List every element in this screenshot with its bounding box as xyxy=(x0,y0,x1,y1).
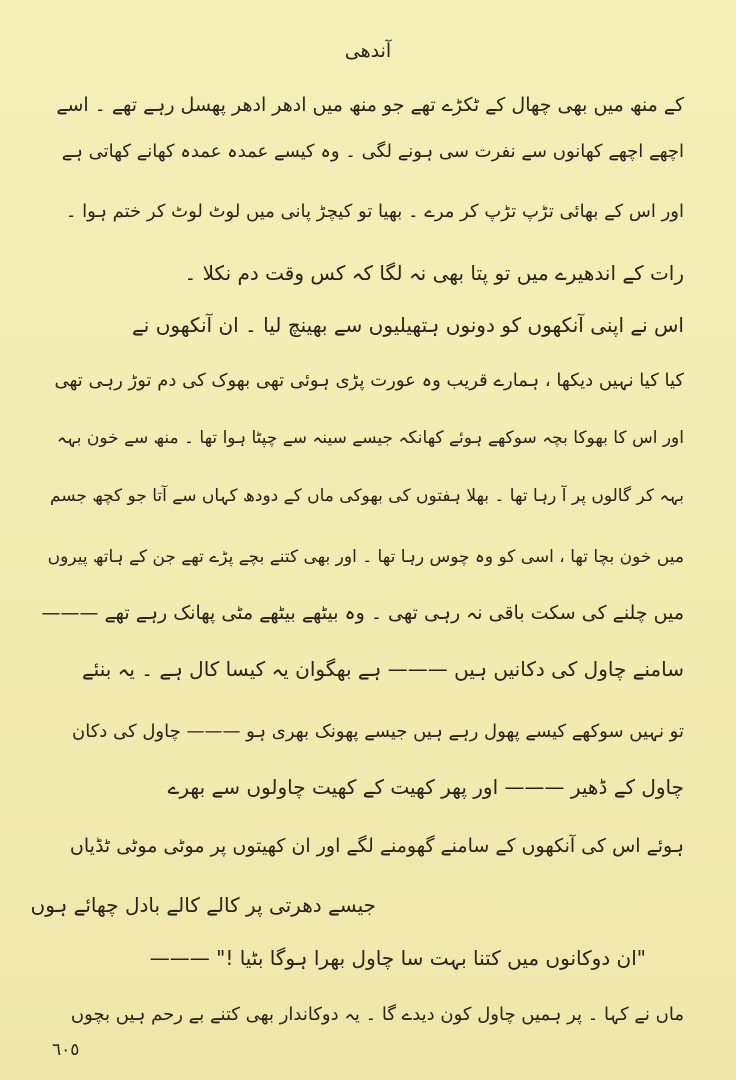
text-line: چاول کے ڈھیر ——— اور پھر کھیت کے کھیت چاولوں سے بھرے xyxy=(167,775,684,799)
chapter-heading: آندھی xyxy=(344,40,392,62)
text-line: اور اس کے بھائی تڑپ تڑپ کر مرے ۔ بھیا تو کیچڑ پانی میں لوٹ لوٹ کر ختم ہوا ۔ xyxy=(65,201,684,222)
text-line: جیسے دھرتی پر کالے کالے بادل چھائے ہوں xyxy=(30,893,376,917)
text-line: سامنے چاول کی دکانیں ہیں ——— ہے بھگوان یہ کیسا کال ہے ۔ یہ بنئے xyxy=(81,657,684,681)
text-line: ہوئے اس کی آنکھوں کے سامنے گھومنے لگے اور ان کھیتوں پر موٹی موٹی ٹڈیاں xyxy=(69,835,684,857)
text-line: اور اس کا بھوکا بچہ سوکھے ہوئے کھانکہ جیسے سینہ سے چپٹا ہوا تھا ۔ منھ سے خون بہہ xyxy=(56,428,684,448)
text-line: بہہ کر گالوں پر آ رہا تھا ۔ بھلا ہفتوں کی بھوکی ماں کے دودھ کہاں سے آتا جو کچھ جسم xyxy=(49,486,684,506)
text-line: میں چلنے کی سکت باقی نہ رہی تھی ۔ وہ بیٹھے بیٹھے مٹی پھانک رہے تھے ——— xyxy=(41,602,684,624)
text-line: کیا کیا نہیں دیکھا ، ہمارے قریب وہ عورت پڑی ہوئی تھی بھوک کی دم توڑ رہی تھی xyxy=(54,370,684,391)
text-line: اچھے اچھے کھانوں سے نفرت سی ہونے لگی ۔ وہ کیسے عمدہ عمدہ کھانے کھاتی ہے xyxy=(61,141,684,162)
text-line: اس نے اپنی آنکھوں کو دونوں ہتھیلیوں سے بھینچ لیا ۔ ان آنکھوں نے xyxy=(132,313,684,337)
text-line: ماں نے کہا ۔ پر ہمیں چاول کون دیدے گا ۔ یہ دوکاندار بھی کتنے بے رحم ہیں بچوں xyxy=(70,1004,684,1025)
page-number: ٦٠٥ xyxy=(52,1040,80,1060)
text-line: تو نہیں سوکھے کیسے پھول رہے ہیں جیسے پھونک بھری ہو ——— چاول کی دکان xyxy=(72,721,684,742)
text-line: کے منھ میں بھی چھال کے ٹکڑے تھے جو منھ میں ادھر ادھر پھسل رہے تھے ۔ اسے xyxy=(56,94,684,116)
text-line: میں خون بچا تھا ، اسی کو وہ چوس رہا تھا ۔ اور بھی کتنے بچے پڑے تھے جن کے ہاتھ پیروں xyxy=(47,547,684,567)
text-line: "ان دوکانوں میں کتنا بہت سا چاول بھرا ہوگا بٹیا !" ——— xyxy=(149,946,646,970)
text-line: رات کے اندھیرے میں تو پتا بھی نہ لگا کہ کس وقت دم نکلا ۔ xyxy=(184,261,684,285)
